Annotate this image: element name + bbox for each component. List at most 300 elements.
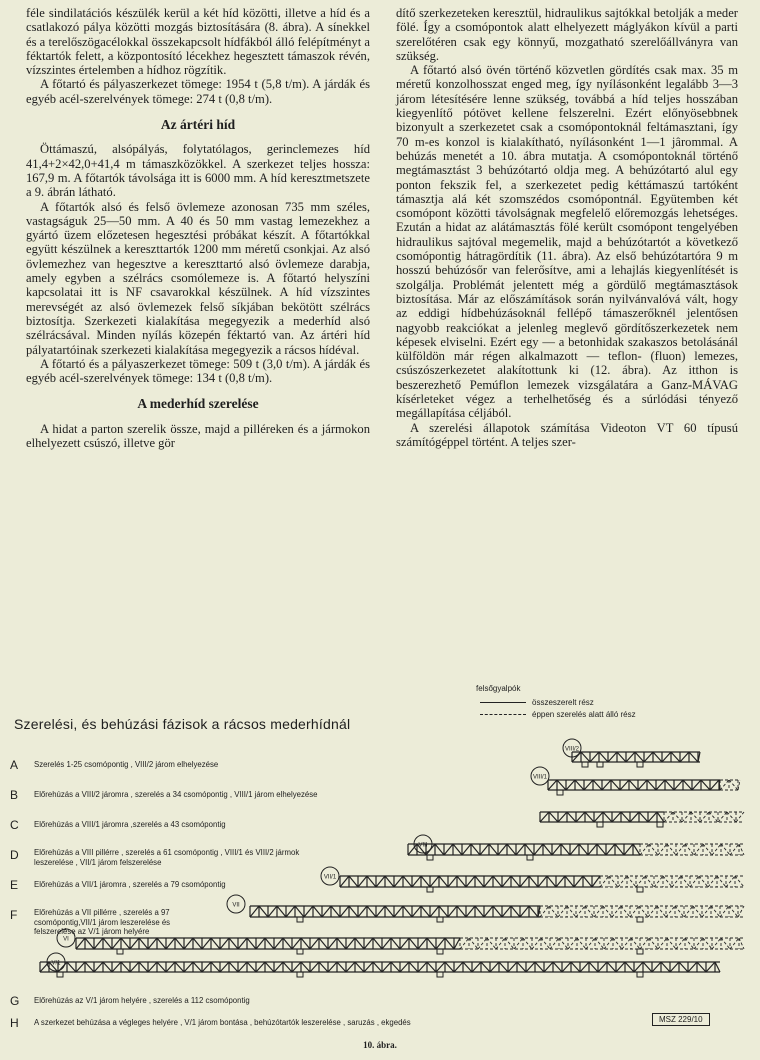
truss-member xyxy=(430,876,439,887)
truss-member xyxy=(484,906,493,917)
truss-member xyxy=(649,844,658,855)
truss-member xyxy=(418,962,427,972)
truss-member xyxy=(553,962,562,972)
truss-member xyxy=(667,938,676,949)
truss-phase-f2-dashed xyxy=(460,938,744,949)
truss-member xyxy=(259,906,268,917)
support xyxy=(582,762,588,767)
phase-letter: B xyxy=(10,788,19,802)
truss-member xyxy=(376,906,385,917)
truss-member xyxy=(466,906,475,917)
pier-label: VIII/2 xyxy=(564,746,580,753)
truss-member xyxy=(139,938,148,949)
truss-member xyxy=(283,962,292,972)
truss-member xyxy=(635,752,644,762)
truss-member xyxy=(547,876,556,887)
truss-member xyxy=(579,844,588,855)
support xyxy=(437,972,443,977)
truss-member xyxy=(720,906,729,917)
support xyxy=(637,972,643,977)
truss-member xyxy=(599,752,608,762)
truss-member xyxy=(508,962,517,972)
truss-member xyxy=(328,962,337,972)
truss-member xyxy=(448,876,457,887)
truss-member xyxy=(478,938,487,949)
truss-member xyxy=(525,844,534,855)
pier-label: VI xyxy=(63,936,69,943)
support xyxy=(297,972,303,977)
truss-member xyxy=(633,844,640,855)
truss-member xyxy=(627,876,636,887)
truss-member xyxy=(400,962,409,972)
paragraph: Öttámaszú, alsópályás, folytatólagos, gerinclemezes híd 41,4+2×42,0+41,4 m támaszközökkel. A szerkezet teljes hossza: 167,9 m. A főtartók távolsága itt is 6000 mm. A híd keresztmetszete a 9. ábrán látható. xyxy=(26,142,370,200)
truss-member xyxy=(430,906,439,917)
truss-member xyxy=(444,844,453,855)
truss-member xyxy=(658,844,667,855)
truss-member xyxy=(274,962,283,972)
truss-member xyxy=(639,906,648,917)
truss-member xyxy=(247,962,256,972)
truss-member xyxy=(608,752,617,762)
truss-member xyxy=(622,938,631,949)
truss-member xyxy=(594,906,603,917)
truss-member xyxy=(76,938,85,949)
truss-member xyxy=(409,938,418,949)
truss-member xyxy=(535,962,544,972)
truss-member xyxy=(616,962,625,972)
truss-member xyxy=(358,906,367,917)
support xyxy=(597,762,603,767)
truss-member xyxy=(652,962,661,972)
truss-member xyxy=(292,938,301,949)
truss-member xyxy=(403,906,412,917)
truss-member xyxy=(588,844,597,855)
truss-member xyxy=(567,812,576,822)
truss-member xyxy=(256,938,265,949)
truss-member xyxy=(694,938,703,949)
right-text-column xyxy=(396,6,738,449)
truss-member xyxy=(648,812,657,822)
truss-member xyxy=(685,938,694,949)
truss-member xyxy=(346,938,355,949)
truss-member xyxy=(484,876,493,887)
truss-member xyxy=(552,844,561,855)
truss-member xyxy=(618,876,627,887)
truss-member xyxy=(602,780,611,790)
truss-member xyxy=(630,812,639,822)
truss-member xyxy=(711,906,720,917)
truss-member xyxy=(626,752,635,762)
truss-member xyxy=(548,780,557,790)
truss-member xyxy=(703,938,712,949)
support xyxy=(427,887,433,892)
truss-member xyxy=(418,938,427,949)
truss-member xyxy=(624,844,633,855)
support xyxy=(637,762,643,767)
truss-member xyxy=(603,812,612,822)
truss-member xyxy=(597,844,606,855)
truss-member xyxy=(391,962,400,972)
truss-member xyxy=(490,962,499,972)
truss-member xyxy=(526,962,535,972)
truss-member xyxy=(76,962,85,972)
truss-member xyxy=(674,780,683,790)
truss-member xyxy=(666,906,675,917)
truss-member xyxy=(148,962,157,972)
truss-member xyxy=(603,906,612,917)
truss-member xyxy=(562,962,571,972)
truss-member xyxy=(103,962,112,972)
truss-member xyxy=(607,962,616,972)
truss-member xyxy=(702,906,711,917)
truss-member xyxy=(648,906,657,917)
truss-member xyxy=(640,844,649,855)
truss-member xyxy=(559,938,568,949)
paragraph: dítő szerkezeteken keresztül, hidraulikus sajtókkal betolják a meder fölé. Így a csomópontok alatt elhelyezett máglyákon kívül a parti szerelőtéren csak egy könnyű, mozgatható szerelőállványra van szükség. xyxy=(396,6,738,63)
truss-member xyxy=(480,844,489,855)
truss-member xyxy=(673,812,682,822)
truss-member xyxy=(340,906,349,917)
truss-member xyxy=(466,876,475,887)
truss-member xyxy=(692,780,701,790)
support xyxy=(437,917,443,922)
truss-member xyxy=(691,812,700,822)
truss-phase-d xyxy=(408,844,640,855)
truss-member xyxy=(738,906,744,917)
truss-member xyxy=(295,906,304,917)
truss-member xyxy=(427,962,436,972)
truss-member xyxy=(580,962,589,972)
truss-member xyxy=(211,938,220,949)
truss-member xyxy=(661,962,670,972)
truss-member xyxy=(454,938,460,949)
truss-member xyxy=(313,906,322,917)
pier-label: VII xyxy=(232,902,240,909)
truss-member xyxy=(571,962,580,972)
truss-member xyxy=(654,876,663,887)
truss-member xyxy=(649,938,658,949)
truss-member xyxy=(367,906,376,917)
truss-member xyxy=(193,938,202,949)
truss-member xyxy=(457,906,466,917)
truss-member xyxy=(577,938,586,949)
truss-member xyxy=(664,812,673,822)
truss-phase-e-dashed xyxy=(600,876,744,887)
truss-member xyxy=(676,844,685,855)
truss-member xyxy=(568,938,577,949)
truss-member xyxy=(640,938,649,949)
truss-phase-g xyxy=(40,962,720,972)
phase-description: Előrehúzás a VII pillérre , szerelés a 97 csomópontig,VII/1 járom leszerelése és felszerelése az V/1 járom helyére xyxy=(34,908,171,936)
truss-member xyxy=(349,906,358,917)
truss-member xyxy=(391,938,400,949)
truss-member xyxy=(520,876,529,887)
truss-member xyxy=(211,962,220,972)
truss-member xyxy=(529,876,538,887)
support xyxy=(427,855,433,860)
support xyxy=(637,917,643,922)
truss-member xyxy=(121,962,130,972)
truss-member xyxy=(184,962,193,972)
truss-member xyxy=(184,938,193,949)
truss-member xyxy=(575,780,584,790)
legend-top-label: felsőgyalpók xyxy=(476,684,521,693)
truss-member xyxy=(112,938,121,949)
truss-member xyxy=(460,938,469,949)
truss-member xyxy=(139,962,148,972)
truss-member xyxy=(561,844,570,855)
support xyxy=(597,822,603,827)
truss-member xyxy=(581,752,590,762)
truss-member xyxy=(682,812,691,822)
truss-member xyxy=(355,938,364,949)
truss-member xyxy=(598,962,607,972)
truss-phase-f2 xyxy=(76,938,460,949)
truss-member xyxy=(427,938,436,949)
truss-member xyxy=(130,938,139,949)
phase-letter: F xyxy=(10,908,18,922)
truss-member xyxy=(523,938,532,949)
truss-member xyxy=(662,752,671,762)
truss-member xyxy=(436,938,445,949)
truss-member xyxy=(729,906,738,917)
truss-member xyxy=(94,938,103,949)
truss-member xyxy=(421,906,430,917)
truss-member xyxy=(688,962,697,972)
truss-member xyxy=(594,812,603,822)
phase-description: Előrehúzás a VII/1 járomra , szerelés a 79 csomópontig xyxy=(34,880,226,889)
truss-member xyxy=(439,876,448,887)
support xyxy=(57,972,63,977)
truss-member xyxy=(700,812,709,822)
truss-member xyxy=(516,844,525,855)
phase-letter: D xyxy=(10,848,19,862)
truss-member xyxy=(644,752,653,762)
truss-member xyxy=(538,876,547,887)
truss-member xyxy=(612,812,621,822)
truss-member xyxy=(498,844,507,855)
phase-letter: G xyxy=(10,994,20,1008)
phase-description: Előrehúzás a VIII/2 járomra , szerelés a 34 csomópontig , VIII/1 járom elhelyezése xyxy=(34,790,318,799)
truss-member xyxy=(699,876,708,887)
truss-member xyxy=(454,962,463,972)
truss-member xyxy=(448,906,457,917)
truss-member xyxy=(462,844,471,855)
truss-member xyxy=(328,938,337,949)
section-heading: Az ártéri híd xyxy=(160,117,236,133)
truss-member xyxy=(529,906,538,917)
truss-member xyxy=(532,938,541,949)
phase-letter: H xyxy=(10,1016,19,1030)
truss-member xyxy=(373,962,382,972)
truss-member xyxy=(346,962,355,972)
truss-member xyxy=(676,938,685,949)
truss-member xyxy=(540,812,549,822)
truss-member xyxy=(629,780,638,790)
phase-letter: A xyxy=(10,758,19,772)
truss-member xyxy=(690,876,699,887)
truss-member xyxy=(94,962,103,972)
truss-member xyxy=(718,812,727,822)
truss-member xyxy=(570,844,579,855)
truss-member xyxy=(706,962,715,972)
truss-member xyxy=(409,962,418,972)
support xyxy=(557,790,563,795)
truss-member xyxy=(730,844,739,855)
truss-member xyxy=(439,906,448,917)
truss-member xyxy=(471,844,480,855)
truss-member xyxy=(712,844,721,855)
truss-member xyxy=(502,876,511,887)
truss-member xyxy=(643,962,652,972)
truss-member xyxy=(85,938,94,949)
pier-label: VIII xyxy=(418,842,428,849)
truss-member xyxy=(268,906,277,917)
truss-member xyxy=(130,962,139,972)
truss-member xyxy=(301,938,310,949)
truss-member xyxy=(382,938,391,949)
truss-member xyxy=(715,962,720,972)
truss-member xyxy=(166,938,175,949)
truss-member xyxy=(469,938,478,949)
truss-member xyxy=(585,906,594,917)
truss-member xyxy=(604,938,613,949)
truss-member xyxy=(590,752,599,762)
truss-member xyxy=(712,938,721,949)
truss-member xyxy=(653,752,662,762)
truss-member xyxy=(355,962,364,972)
truss-member xyxy=(697,962,706,972)
truss-member xyxy=(584,780,593,790)
truss-member xyxy=(636,876,645,887)
truss-member xyxy=(683,780,692,790)
drawing-reference: MSZ 229/10 xyxy=(652,1013,710,1026)
truss-member xyxy=(505,938,514,949)
truss-member xyxy=(436,962,445,972)
truss-member xyxy=(574,876,583,887)
truss-member xyxy=(286,906,295,917)
truss-member xyxy=(583,876,592,887)
truss-member xyxy=(681,876,690,887)
truss-member xyxy=(412,906,421,917)
truss-phase-f xyxy=(250,906,540,917)
pier-label: V/1 xyxy=(51,960,61,967)
truss-phase-b-dashed xyxy=(720,780,740,790)
truss-member xyxy=(511,876,520,887)
truss-member xyxy=(701,780,710,790)
truss-member xyxy=(557,780,566,790)
truss-member xyxy=(238,938,247,949)
truss-member xyxy=(720,780,729,790)
truss-member xyxy=(40,962,49,972)
truss-member xyxy=(730,938,739,949)
truss-member xyxy=(549,812,558,822)
truss-member xyxy=(708,876,717,887)
truss-member xyxy=(645,876,654,887)
phase-letter: E xyxy=(10,878,19,892)
truss-member xyxy=(394,876,403,887)
truss-member xyxy=(193,962,202,972)
truss-member xyxy=(250,906,259,917)
truss-member xyxy=(277,906,286,917)
pier-label: VII/1 xyxy=(323,874,337,881)
support xyxy=(637,949,643,954)
support xyxy=(117,949,123,954)
truss-member xyxy=(112,962,121,972)
truss-member xyxy=(672,876,681,887)
truss-member xyxy=(319,938,328,949)
truss-member xyxy=(229,962,238,972)
paragraph: A főtartó és a pályaszerkezet tömege: 509 t (3,0 t/m). A járdák és egyéb acél-szerelvények tömege: 134 t (0,8 t/m). xyxy=(26,356,370,386)
truss-member xyxy=(445,938,454,949)
truss-member xyxy=(670,962,679,972)
paragraph: A főtartók alsó és felső övlemeze azonosan 735 mm széles, vastagságuk 25—50 mm. A 40 és 50 mm vastag lemezekhez a gyártó üzem előzetesen hegesztési próbákat készít. A főtartókkal együtt készülnek a kereszttartók 1200 mm méretű csonkjai. Az alsó övlemezhez van hegesztve a kereszttartó alsó övlemeze darabja, amely egyben a szélrács csomólemeze is. A főtartó helyszíni kapcsolatai itt is NF csavarokkal készülnek. A híd vízszintes merevségét az alsó övlemezek felső síkjában bekötött szélrács biztosítja. Szerkezeti kialakítása megegyezik a mederhíd alsó szélrácsával. Minden nyílás közepén féktartó van. Az ártéri híd pályatartóinak szerkezeti kialakítása megegyezik a rácsos hídéval. xyxy=(26,199,370,357)
truss-member xyxy=(319,962,328,972)
truss-member xyxy=(514,938,523,949)
paragraph: A hidat a parton szerelik össze, majd a pilléreken és a jármokon elhelyezett csúszó, illetve gör xyxy=(26,421,370,451)
truss-phase-f-dashed xyxy=(540,906,744,917)
truss-member xyxy=(310,962,319,972)
truss-member xyxy=(617,752,626,762)
truss-member xyxy=(576,812,585,822)
truss-member xyxy=(657,906,666,917)
truss-member xyxy=(400,938,409,949)
truss-member xyxy=(445,962,454,972)
truss-member xyxy=(301,962,310,972)
legend-solid-line xyxy=(480,702,526,703)
paragraph: A főtartó alsó övén történő közvetlen gördítés csak max. 35 m méretű konzolhosszat enged meg, így nyílásonként legalább 3—3 járom létesítésére lenne szükség, továbbá a híd teljes hosszában kiegyenlítő pótövet kellene felszerelni. Ezért előnyösebbnek bizonyult a szerkezetet csak a csomópontoknál feltámasztani, így 70 m-es konzol is kialakítható, nyílásonként 1—1 jârommal. A behúzás menetét a 10. ábra mutatja. A csomópontoknál történő megtámasztást 3 behúzótartó oldja meg. A behúzótartó alul egy ponton fekszik fel, a szerkezetet pedig kéttámaszú tartóként támasztja alá két szomszédos csomópontnál. Együtemben két csomópont közötti távolságnak megfelelő előremozgás lehetséges. Ezután a hidat az alátámasztás fölé került csomópont tengelyében hidraulikus sajtóval megemelik, majd a behúzótartót a következő csomópontig hátragördítik (11. ábra). Az első behúzótartóra 9 m hosszú behúzósőr van felerősítve, ami a lehajlás kiegyenlítését is szolgálja. Problémát jelentett még a gördülő megtámasztások biztosítása. Már az előszámítások során nyilvánvalóvá vált, hogy az eddigi hídbehúzásoknál fellépő támaszerőknél jelentősen nagyobb reakciókat a jelenleg meglevő gördítőszerkezetek nem képesek elviselni. Ezért egy — a betonhidak szakaszos betolásánál külföldön már régen alkalmazott — teflon- (fluon) lemezes, csúszószerkezetet alakítottunk ki (12. ábra). Az itthon is beszerezhető Pemúflon lemezek vizsgálatára a Ganz-MÁVAG kísérleteket végez a terhelhetőség és a súrlódási tényező megállapítása céljából. xyxy=(396,63,738,421)
truss-member xyxy=(621,906,630,917)
truss-member xyxy=(453,844,462,855)
truss-member xyxy=(337,962,346,972)
truss-member xyxy=(693,906,702,917)
truss-member xyxy=(292,962,301,972)
truss-member xyxy=(265,962,274,972)
truss-member xyxy=(613,938,622,949)
figure-caption: 10. ábra. xyxy=(363,1040,397,1050)
truss-member xyxy=(647,780,656,790)
truss-member xyxy=(463,962,472,972)
truss-member xyxy=(739,938,744,949)
truss-member xyxy=(589,962,598,972)
truss-member xyxy=(256,962,265,972)
truss-member xyxy=(229,938,238,949)
assembly-phases-figure xyxy=(0,672,760,1060)
phase-description: Előrehúzás a VIII pillérre , szerelés a 61 csomópontig , VIII/1 és VIII/2 jármok leszerelése , VII/1 járom felszerelése xyxy=(34,848,300,867)
truss-member xyxy=(585,812,594,822)
truss-member xyxy=(631,938,640,949)
truss-member xyxy=(517,962,526,972)
truss-member xyxy=(595,938,604,949)
truss-member xyxy=(511,906,520,917)
truss-phase-a xyxy=(572,752,700,762)
truss-member xyxy=(175,938,184,949)
truss-member xyxy=(507,844,516,855)
truss-member xyxy=(85,962,94,972)
truss-member xyxy=(220,962,229,972)
truss-member xyxy=(689,752,698,762)
truss-member xyxy=(481,962,490,972)
truss-member xyxy=(265,938,274,949)
phase-description: Szerelés 1-25 csomópontig , VIII/2 járom elhelyezése xyxy=(34,760,219,769)
phase-letter: C xyxy=(10,818,19,832)
legend-assembled: összeszerelt rész xyxy=(532,698,594,707)
truss-member xyxy=(710,780,719,790)
legend-current: éppen szerelés alatt álló rész xyxy=(532,710,636,719)
truss-member xyxy=(657,812,664,822)
truss-member xyxy=(615,844,624,855)
truss-member xyxy=(475,906,484,917)
